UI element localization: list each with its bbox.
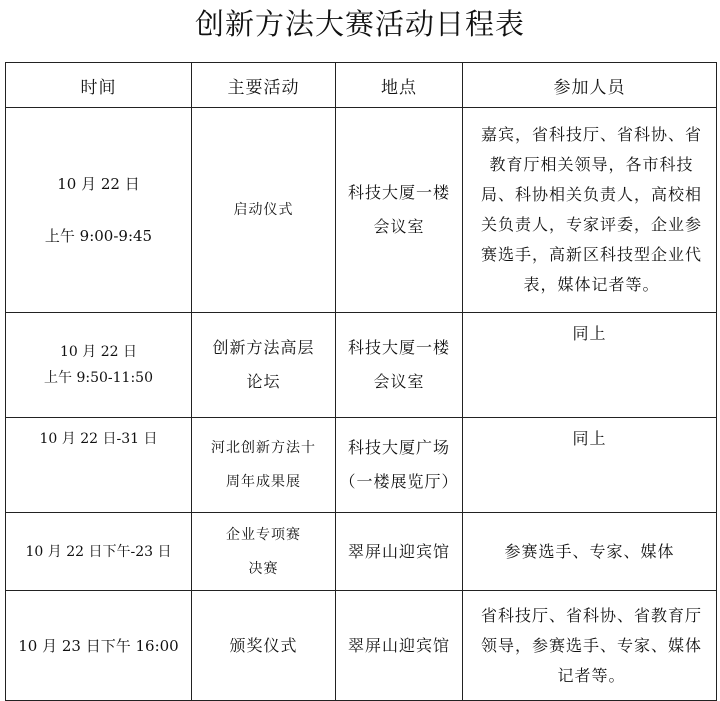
- table-row: [6, 591, 717, 701]
- header-time: 时间: [6, 63, 192, 108]
- time-cell: [6, 513, 192, 591]
- location-line: 科技大厦广场: [347, 438, 450, 457]
- activity-line: 周年成果展: [226, 474, 301, 490]
- table-row: [6, 313, 717, 418]
- participants-cell: 同上: [463, 418, 717, 513]
- time-date: 10 月 22 日: [60, 344, 137, 360]
- participants-cell: 同上: [463, 313, 717, 418]
- time-cell: [6, 313, 192, 418]
- table-row: [6, 108, 717, 313]
- activity-text: 启动仪式: [233, 202, 294, 218]
- activity-line: 企业专项赛: [226, 526, 301, 543]
- table-row: [6, 418, 717, 513]
- activity-cell: [192, 591, 336, 701]
- activity-cell: [192, 513, 336, 591]
- location-cell: [336, 591, 463, 701]
- time-slot: 上午 9:00-9:45: [44, 227, 153, 245]
- location-line: 翠屏山迎宾馆: [347, 635, 450, 655]
- location-line: 会议室: [373, 372, 425, 391]
- activity-line: 河北创新方法十: [211, 440, 316, 456]
- time-cell: [6, 108, 192, 313]
- activity-cell: [192, 313, 336, 418]
- activity-cell: [192, 418, 336, 513]
- time-cell: [6, 418, 192, 513]
- activity-line: 创新方法高层: [212, 338, 315, 357]
- schedule-table: [5, 62, 717, 701]
- activity-line: 颁奖仪式: [229, 635, 298, 655]
- location-cell: [336, 513, 463, 591]
- table-header-row: [6, 63, 717, 108]
- time-date: 10 月 22 日下午-23 日: [25, 543, 172, 560]
- location-line: 会议室: [373, 217, 425, 236]
- activity-line: 决赛: [248, 560, 279, 577]
- header-participants: 参加人员: [463, 63, 717, 108]
- location-line: 翠屏山迎宾馆: [347, 541, 450, 561]
- time-slot: 上午 9:50-11:50: [44, 370, 153, 386]
- location-line: （一楼展览厅）: [339, 472, 459, 491]
- header-activity: 主要活动: [192, 63, 336, 108]
- participants-cell: 嘉宾，省科技厅、省科协、省教育厅相关领导，各市科技局、科协相关负责人，高校相关负责人，专家评委，企业参赛选手，高新区科技型企业代表，媒体记者等。: [463, 108, 717, 313]
- time-cell: [6, 591, 192, 701]
- time-date: 10 月 22 日: [57, 175, 140, 193]
- location-cell: [336, 108, 463, 313]
- location-cell: [336, 418, 463, 513]
- time-date: 10 月 23 日下午 16:00: [18, 636, 179, 655]
- participants-cell: 省科技厅、省科协、省教育厅领导，参赛选手、专家、媒体记者等。: [463, 591, 717, 701]
- activity-cell: [192, 108, 336, 313]
- page-title: 创新方法大赛活动日程表: [194, 7, 525, 41]
- location-cell: [336, 313, 463, 418]
- location-line: 科技大厦一楼: [347, 183, 450, 202]
- participants-cell: 参赛选手、专家、媒体: [463, 513, 717, 591]
- table-row: [6, 513, 717, 591]
- header-location: 地点: [336, 63, 463, 108]
- activity-line: 论坛: [246, 372, 281, 391]
- location-line: 科技大厦一楼: [347, 338, 450, 357]
- time-date: 10 月 22 日-31 日: [39, 431, 158, 447]
